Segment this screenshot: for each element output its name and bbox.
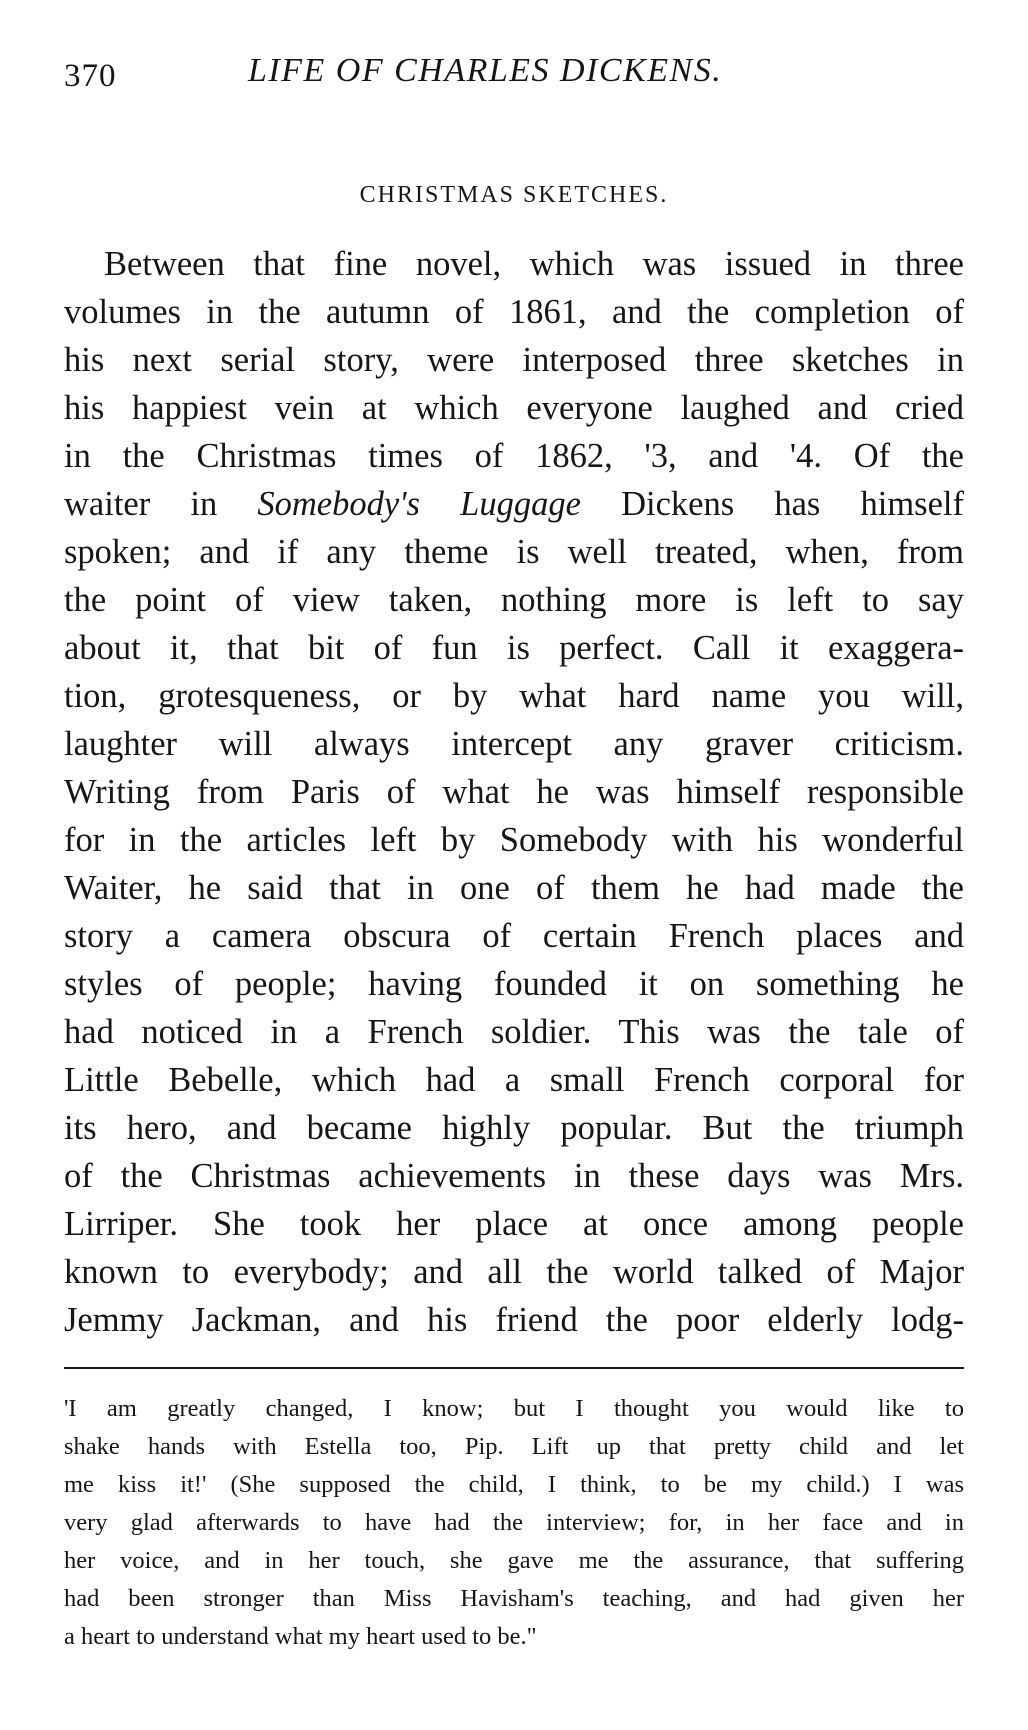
body-line: styles of people; having founded it on something he (64, 965, 964, 1003)
running-head: LIFE OF CHARLES DICKENS. (248, 52, 723, 89)
body-line: Little Bebelle, which had a small French corporal for (64, 1061, 964, 1099)
body-line: spoken; and if any theme is well treated, when, from (64, 533, 964, 571)
page-number: 370 (64, 58, 117, 94)
page-header (64, 52, 964, 102)
body-line: known to everybody; and all the world talked of Major (64, 1253, 964, 1291)
body-line-text: Dickens has himself (580, 485, 964, 523)
body-line: for in the articles left by Somebody with his wonderful (64, 821, 964, 859)
body-line: its hero, and became highly popular. But the triumph (64, 1109, 964, 1147)
footnote-line: very glad afterwards to have had the interview; for, in her face and in (64, 1509, 964, 1536)
body-line: Jemmy Jackman, and his friend the poor elderly lodg- (64, 1301, 964, 1339)
body-line: his next serial story, were interposed three sketches in (64, 341, 964, 379)
body-line: laughter will always intercept any graver criticism. (64, 725, 964, 763)
footnote-line: her voice, and in her touch, she gave me the assurance, that suffering (64, 1547, 964, 1574)
body-line (64, 480, 964, 528)
body-line: Between that fine novel, which was issued in three (104, 245, 964, 283)
body-line-text: waiter in (64, 485, 258, 523)
footnote-line: had been stronger than Miss Havisham's teaching, and had given her (64, 1585, 964, 1612)
body-line: about it, that bit of fun is perfect. Call it exaggera- (64, 629, 964, 667)
body-line: story a camera obscura of certain French places and (64, 917, 964, 955)
body-line: in the Christmas times of 1862, '3, and '4. Of the (64, 437, 964, 475)
body-line: volumes in the autumn of 1861, and the completion of (64, 293, 964, 331)
footnote-line: shake hands with Estella too, Pip. Lift up that pretty child and let (64, 1433, 964, 1460)
footnote-divider (64, 1367, 964, 1369)
footnote-line: 'I am greatly changed, I know; but I thought you would like to (64, 1395, 964, 1422)
body-line: Lirriper. She took her place at once among people (64, 1205, 964, 1243)
book-title-italic: Somebody's Luggage (257, 485, 581, 523)
body-line: his happiest vein at which everyone laughed and cried (64, 389, 964, 427)
section-title: CHRISTMAS SKETCHES. (359, 182, 669, 208)
body-line: Writing from Paris of what he was himself responsible (64, 773, 964, 811)
footnote-line: me kiss it!' (She supposed the child, I think, to be my child.) I was (64, 1471, 964, 1498)
body-line: tion, grotesqueness, or by what hard name you will, (64, 677, 964, 715)
body-line: the point of view taken, nothing more is left to say (64, 581, 964, 619)
body-line: had noticed in a French soldier. This was the tale of (64, 1013, 964, 1051)
body-line: of the Christmas achievements in these days was Mrs. (64, 1157, 964, 1195)
footnote (64, 1390, 964, 1656)
footnote-line: a heart to understand what my heart used to be." (64, 1623, 537, 1650)
body-text (64, 240, 964, 1344)
body-line: Waiter, he said that in one of them he had made the (64, 869, 964, 907)
